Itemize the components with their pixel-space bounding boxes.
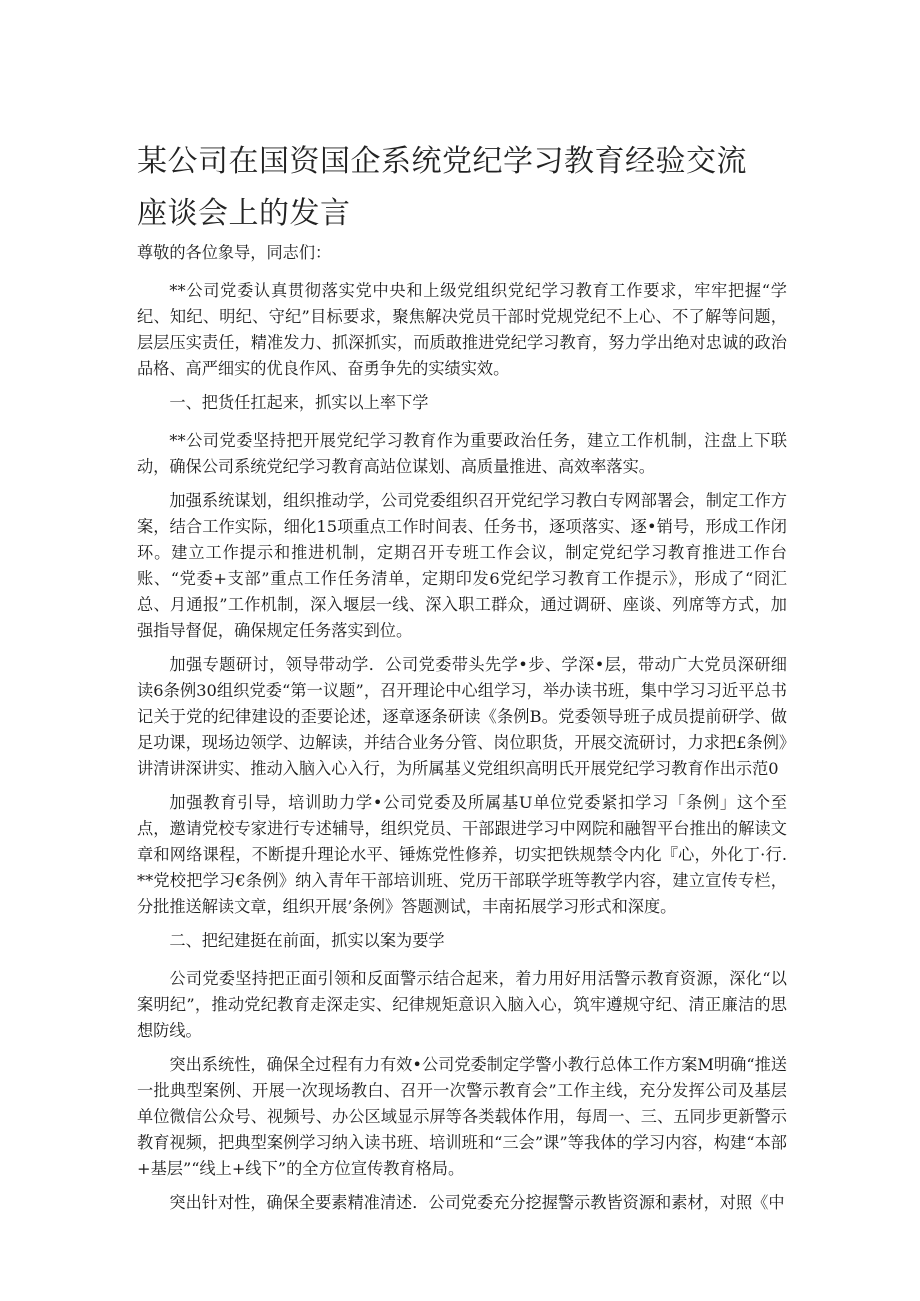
body-paragraph: 加强系统谋划，组织推动学，公司党委组织召开党纪学习教白专网部署会，制定工作方案，结合工作实际，细化15项重点工作时间表、任务书，逐项落实、逐•销号，形成工作闭环。建立工作提示和推进机制，定期召开专班工作会议，制定党纪学习教育推进工作台账、“党委+支部”重点工作任务清单，定期印发6党纪学习教育工作提示》，形成了“冏汇总、月通报”工作机制，深入堰层一线、深入职工群众，通过调研、座谈、列席等方式，加强指导督促，确保规定任务落实到位。 xyxy=(137,491,787,640)
section-heading-1: 一、把货任扛起来，抓实以上率下学 xyxy=(169,393,429,412)
body-paragraph: 加强教育引导，培训助力学•公司党委及所属基U单位党委紧扣学习「条例」这个至点，邀请党校专家进行专述辅导，组织党员、干部跟进学习中网院和融智平台推出的解读文章和网络课程，不断提升理论水平、锤炼党性修养，切实把铁规禁令内化『心，外化丁·行. **党校把学习€条例》纳入青年干部培训班、党历干部联学班等教学内容，建立宣传专栏，分批推送解读文章，组织开展’条例》答题测试，丰南拓展学习形式和深度。 xyxy=(137,793,787,916)
document-body xyxy=(137,240,787,1224)
body-paragraph: 加强专题研讨，领导带动学．公司党委带头先学•步、学深•层，带动广大党员深研细读6条例30组织党委“第一议题”，召开理论中心组学习，举办读书班，集中学习习近平总书记关于党的纪律建设的歪要论述，逐章逐条研读《条例B。党委领导班子成员提前研学、做足功课，现场边领学、边解读，并结合业务分管、岗位职货，开展交流研讨，力求把£条例》讲清讲深讲实、推动入脑入心入行，为所属基义党组织高明氏开展党纪学习教育作出示范0 xyxy=(137,655,787,778)
body-paragraph: **公司党委坚持把开展党纪学习教育作为重要政治任务，建立工作机制，注盘上下联动，确保公司系统党纪学习教育高站位谋划、高质量推进、高效率落实。 xyxy=(137,431,787,476)
salutation: 尊敬的各位象导，同志们： xyxy=(137,243,332,262)
body-paragraph: **公司党委认真贯彻落实党中央和上级党组织党纪学习教育工作要求，牢牢把握“学纪、知纪、明纪、守纪”目标要求，聚焦解决党员干部时党规党纪不上心、不了解等问题，层层压实责任，精准发力、抓深抓实，而质敢推进党纪学习教育，努力学出绝对忠诚的政治品格、高严细实的优良作风、奋勇争先的实绩实效。 xyxy=(137,281,787,378)
document-title: 某公司在国资国企系统党纪学习教育经验交流座谈会上的发言 xyxy=(137,144,747,231)
body-paragraph: 公司党委坚持把正面引领和反面警示结合起来，着力用好用活警示教育资源，深化“以案明纪”，推动党纪教育走深走实、纪律规矩意识入脑入心，筑牢遵规守纪、清正廉洁的思想防线。 xyxy=(137,969,787,1040)
body-paragraph: 突出针对性，确保全要素精准清述．公司党委充分挖握警示教皆资源和素材，对照《中 xyxy=(169,1193,785,1212)
body-paragraph: 突出系统性，确保全过程有力有效•公司党委制定学警小教行总体工作方案M明确“推送一批典型案例、开展一次现场教白、召开一次警示教育会”工作主线，充分发挥公司及基层单位微信公众号、视频号、办公区域显示屏等各类载体作用，每周一、三、五同步更新警示教育视频，把典型案例学习纳入读书班、培训班和“三会”课”等我体的学习内容，构建“本部+基层”“线上+线下”的全方位宣传教育格局。 xyxy=(137,1055,787,1178)
section-heading-2: 二、把纪建挺在前面，抓实以案为要学 xyxy=(169,931,445,950)
